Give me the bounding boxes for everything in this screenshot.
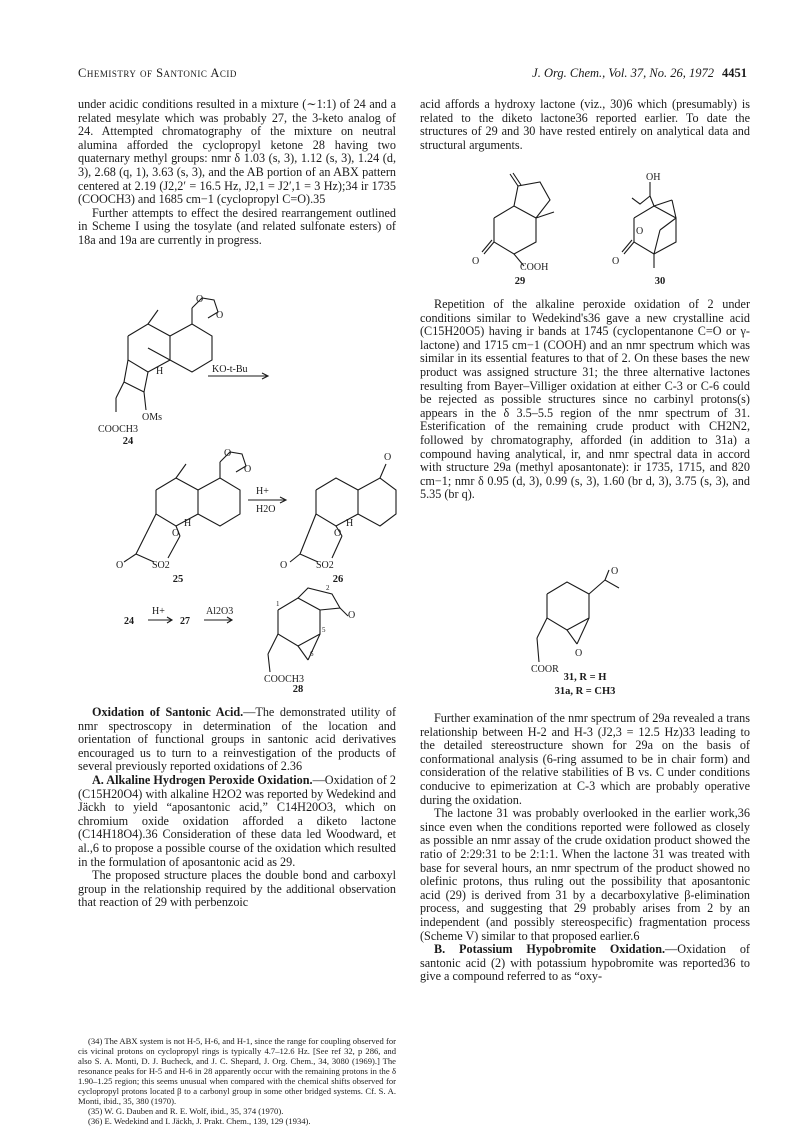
- oms-group: OMs: [142, 412, 163, 423]
- compound-ref-27: 27: [180, 616, 190, 627]
- keto-o: O: [472, 256, 480, 267]
- compound-label-31a: 31a, R = CH3: [554, 686, 616, 697]
- dioxolane-o1: O: [224, 448, 232, 459]
- compound-label-28: 28: [292, 684, 304, 695]
- compound-label-30: 30: [654, 276, 666, 287]
- compound-label-25: 25: [172, 574, 184, 585]
- journal-citation: J. Org. Chem., Vol. 37, No. 26, 1972: [532, 66, 714, 80]
- structure-31: [525, 566, 635, 676]
- right-column-bottom: [420, 712, 750, 984]
- paragraph: The proposed structure places the double bond and carboxyl group in the relationship required by the additional observation that reaction of 29 with perbenzoic: [78, 868, 396, 910]
- paragraph: Repetition of the alkaline peroxide oxidation of 2 under conditions similar to Wedekind's36 gave a new crystalline acid (C15H20O5) having ir bands at 1745 (cyclopentanone C=O or γ-lactone) and 1715 cm−1 (COOH) and an nmr spectrum which was similar in its essential features to that of 2. On these bases the new product was assigned structure 31; the three alternative lactones resulting from Bayer–Villiger oxidation at either C-3 or C-6 could be rejected as possible structures since no carbinyl protons(s) appears in the δ 3.5–5.5 region of the nmr spectrum of 31. Esterification of the remaining crude product with CH2N2, followed by chromatography, afforded (in addition to 31a) a compound having analytical, ir, and nmr spectral data in accord with structure 29a (methyl aposantonate): ir 1735, 1715, and 820 cm−1; nmr δ 0.95 (d, 3), 0.99 (s, 3), 1.60 (br d, 3), 3.75 (s, 3), and 5.35 (br q).: [420, 297, 750, 502]
- right-column-top: [420, 98, 750, 152]
- paragraph: Further examination of the nmr spectrum of 29a revealed a trans relationship between H-2 and H-3 (J2,3 = 12.5 Hz)33 leading to the detailed stereostructure shown for 29a on the basis of conformational analysis (6-ring assumed to be in chair form) and consideration of the relative stabilities of B vs. C under conditions conducive to epimerization at C-3 which are probably operative during the oxidation.: [420, 711, 750, 807]
- reagent-hplus: H+: [256, 486, 269, 497]
- position-6: 6: [310, 650, 314, 658]
- keto-o-top: O: [384, 452, 392, 463]
- paragraph: under acidic conditions resulted in a mixture (∼1:1) of 24 and a related mesylate which was probably 27, the 3-keto analog of 24. Attempted chromatography of the mixture on neutral alumina afforded the cyclopropyl ketone 28 having two quaternary methyl groups: nmr δ 1.03 (s, 3), 1.12 (s, 3), 1.24 (d, 3), 2.68 (q, 1), 3.63 (s, 3), and the AB portion of an ABX pattern centered at 2.19 (J2,2′ = 16.5 Hz, J2,1 = J2′,1 = 3 Hz);34 ir 1735 (COOCH3) and 1685 cm−1 (cyclopropyl C=O).35: [78, 97, 396, 207]
- coor-group: COOR: [531, 664, 559, 675]
- running-head-right: [532, 66, 747, 81]
- subsection-heading: B. Potassium Hypobromite Oxidation.: [434, 942, 666, 957]
- section-heading: Oxidation of Santonic Acid.: [92, 705, 244, 719]
- structure-24: [88, 296, 408, 436]
- position-2: 2: [326, 584, 330, 592]
- keto-o: O: [612, 256, 620, 267]
- paragraph: The lactone 31 was probably overlooked in the earlier work,36 since even when the conditions reported were followed as closely as possible an nmr assay of the crude oxidation product showed the ratio of 2:29:31 to be 2:1:1. When the lactone 31 was treated with base for several hours, an nmr spectrum of the product showed no olefinic protons, thus ruling out the possibility that aposantonic acid (29) is derived from 31 by a decarboxylative β-elimination process, and suggesting that 29 probably arises from 2 by an independent (and possibly stereospecific) fragmentation process (Scheme V) similar to that proposed earlier.6: [420, 806, 750, 943]
- so2-group: SO2: [316, 560, 334, 571]
- left-column-top: [78, 98, 396, 248]
- position-1: 1: [276, 600, 280, 608]
- structure-30: [610, 170, 710, 280]
- paragraph: Further attempts to effect the desired rearrangement outlined in Scheme I using the tosylate (and related sulfonate esters) of 18a and 19a are currently in progress.: [78, 205, 396, 247]
- footnote-36: (36) E. Wedekind and I. Jäckh, J. Prakt. Chem., 139, 129 (1934).: [88, 1116, 311, 1126]
- structure-26: [280, 450, 406, 580]
- position-5: 5: [322, 626, 326, 634]
- hydroxyl-group: OH: [646, 172, 661, 183]
- structure-29: [470, 174, 580, 284]
- keto-o: O: [611, 566, 619, 577]
- compound-label-26: 26: [332, 574, 344, 585]
- paragraph: B. Potassium Hypobromite Oxidation.—Oxidation of santonic acid (2) with potassium hypobromite was reported36 to give a compound referred to as “oxy-: [420, 942, 750, 984]
- paragraph: acid affords a hydroxy lactone (viz., 30)6 which (presumably) is related to the diketo lactone36 reported earlier. To date the structures of 29 and 30 have rested entirely on analytical data and structural arguments.: [420, 97, 750, 152]
- compound-label-24: 24: [122, 436, 134, 447]
- cooch3-group: COOCH3: [264, 674, 305, 685]
- compound-label-29: 29: [514, 276, 526, 287]
- keto-o: O: [116, 560, 124, 571]
- h-atom: H: [156, 366, 164, 377]
- lactone-o: O: [575, 648, 583, 659]
- subsection-heading: A. Alkaline Hydrogen Peroxide Oxidation.: [92, 772, 313, 787]
- dioxolane-o2: O: [216, 310, 224, 321]
- compound-ref-24: 24: [124, 616, 134, 627]
- h-atom: H: [346, 518, 354, 529]
- dioxolane-o1: O: [196, 294, 204, 305]
- reagent-kotbu: KO-t-Bu: [212, 364, 248, 375]
- structure-28: [248, 580, 378, 690]
- keto-o: O: [348, 610, 356, 621]
- so2-group: SO2: [152, 560, 170, 571]
- reagent-al2o3: Al2O3: [206, 606, 234, 617]
- cooh-group: COOH: [520, 262, 549, 273]
- reagent-h2o: H2O: [256, 504, 276, 515]
- ring-o: O: [334, 528, 342, 539]
- left-column-bottom: [78, 706, 396, 910]
- page-number: 4451: [722, 66, 747, 80]
- running-head-left: Chemistry of Santonic Acid: [78, 66, 237, 80]
- lactone-o: O: [636, 226, 644, 237]
- footnotes: [78, 1036, 396, 1126]
- paragraph: Oxidation of Santonic Acid.—The demonstrated utility of nmr spectroscopy in determination of the location and orientation of functional groups in santonic acid derivatives encouraged us to turn to a reinvestigation of the products of several previously reported oxidations of 2.36: [78, 705, 396, 774]
- cooch3-group: COOCH3: [98, 424, 139, 435]
- compound-label-31: 31, R = H: [563, 672, 607, 683]
- right-column-middle: [420, 298, 750, 502]
- footnote-35: (35) W. G. Dauben and R. E. Wolf, ibid., 35, 374 (1970).: [88, 1106, 284, 1116]
- paragraph: A. Alkaline Hydrogen Peroxide Oxidation.—Oxidation of 2 (C15H20O4) with alkaline H2O2 was reported by Wedekind and Jäckh to yield “aposantonic acid,” C14H20O3, which on chromium oxide oxidation afforded a diketo lactone (C14H18O4).36 Consideration of these data led Woodward, et al.,6 to propose a possible course of the oxidation which resulted in the formulation of aposantonic acid as 29.: [78, 772, 396, 869]
- keto-o: O: [280, 560, 288, 571]
- dioxolane-o2: O: [244, 464, 252, 475]
- ring-o: O: [172, 528, 180, 539]
- footnote-34: (34) The ABX system is not H-5, H-6, and H-1, since the range for coupling observed for cis vicinal protons on cyclopropyl rings is typically 4.7–12.6 Hz. [See ref 32, p 286, and also S. A. Monti, D. J. Bucheck, and J. C. Shepard, J. Org. Chem., 34, 3080 (1969).] The resonance peaks for H-5 and H-6 in 28 apparently occur with the remaining protons in the δ 1.90–1.25 region; this seems unusual when compared with the chemical shifts observed for cyclopropyl protons located β to a carbonyl group in some other bridged systems. Cf. S. A. Monti, ibid., 35, 380 (1970).: [78, 1036, 396, 1106]
- h-atom: H: [184, 518, 192, 529]
- reagent-hplus: H+: [152, 606, 165, 617]
